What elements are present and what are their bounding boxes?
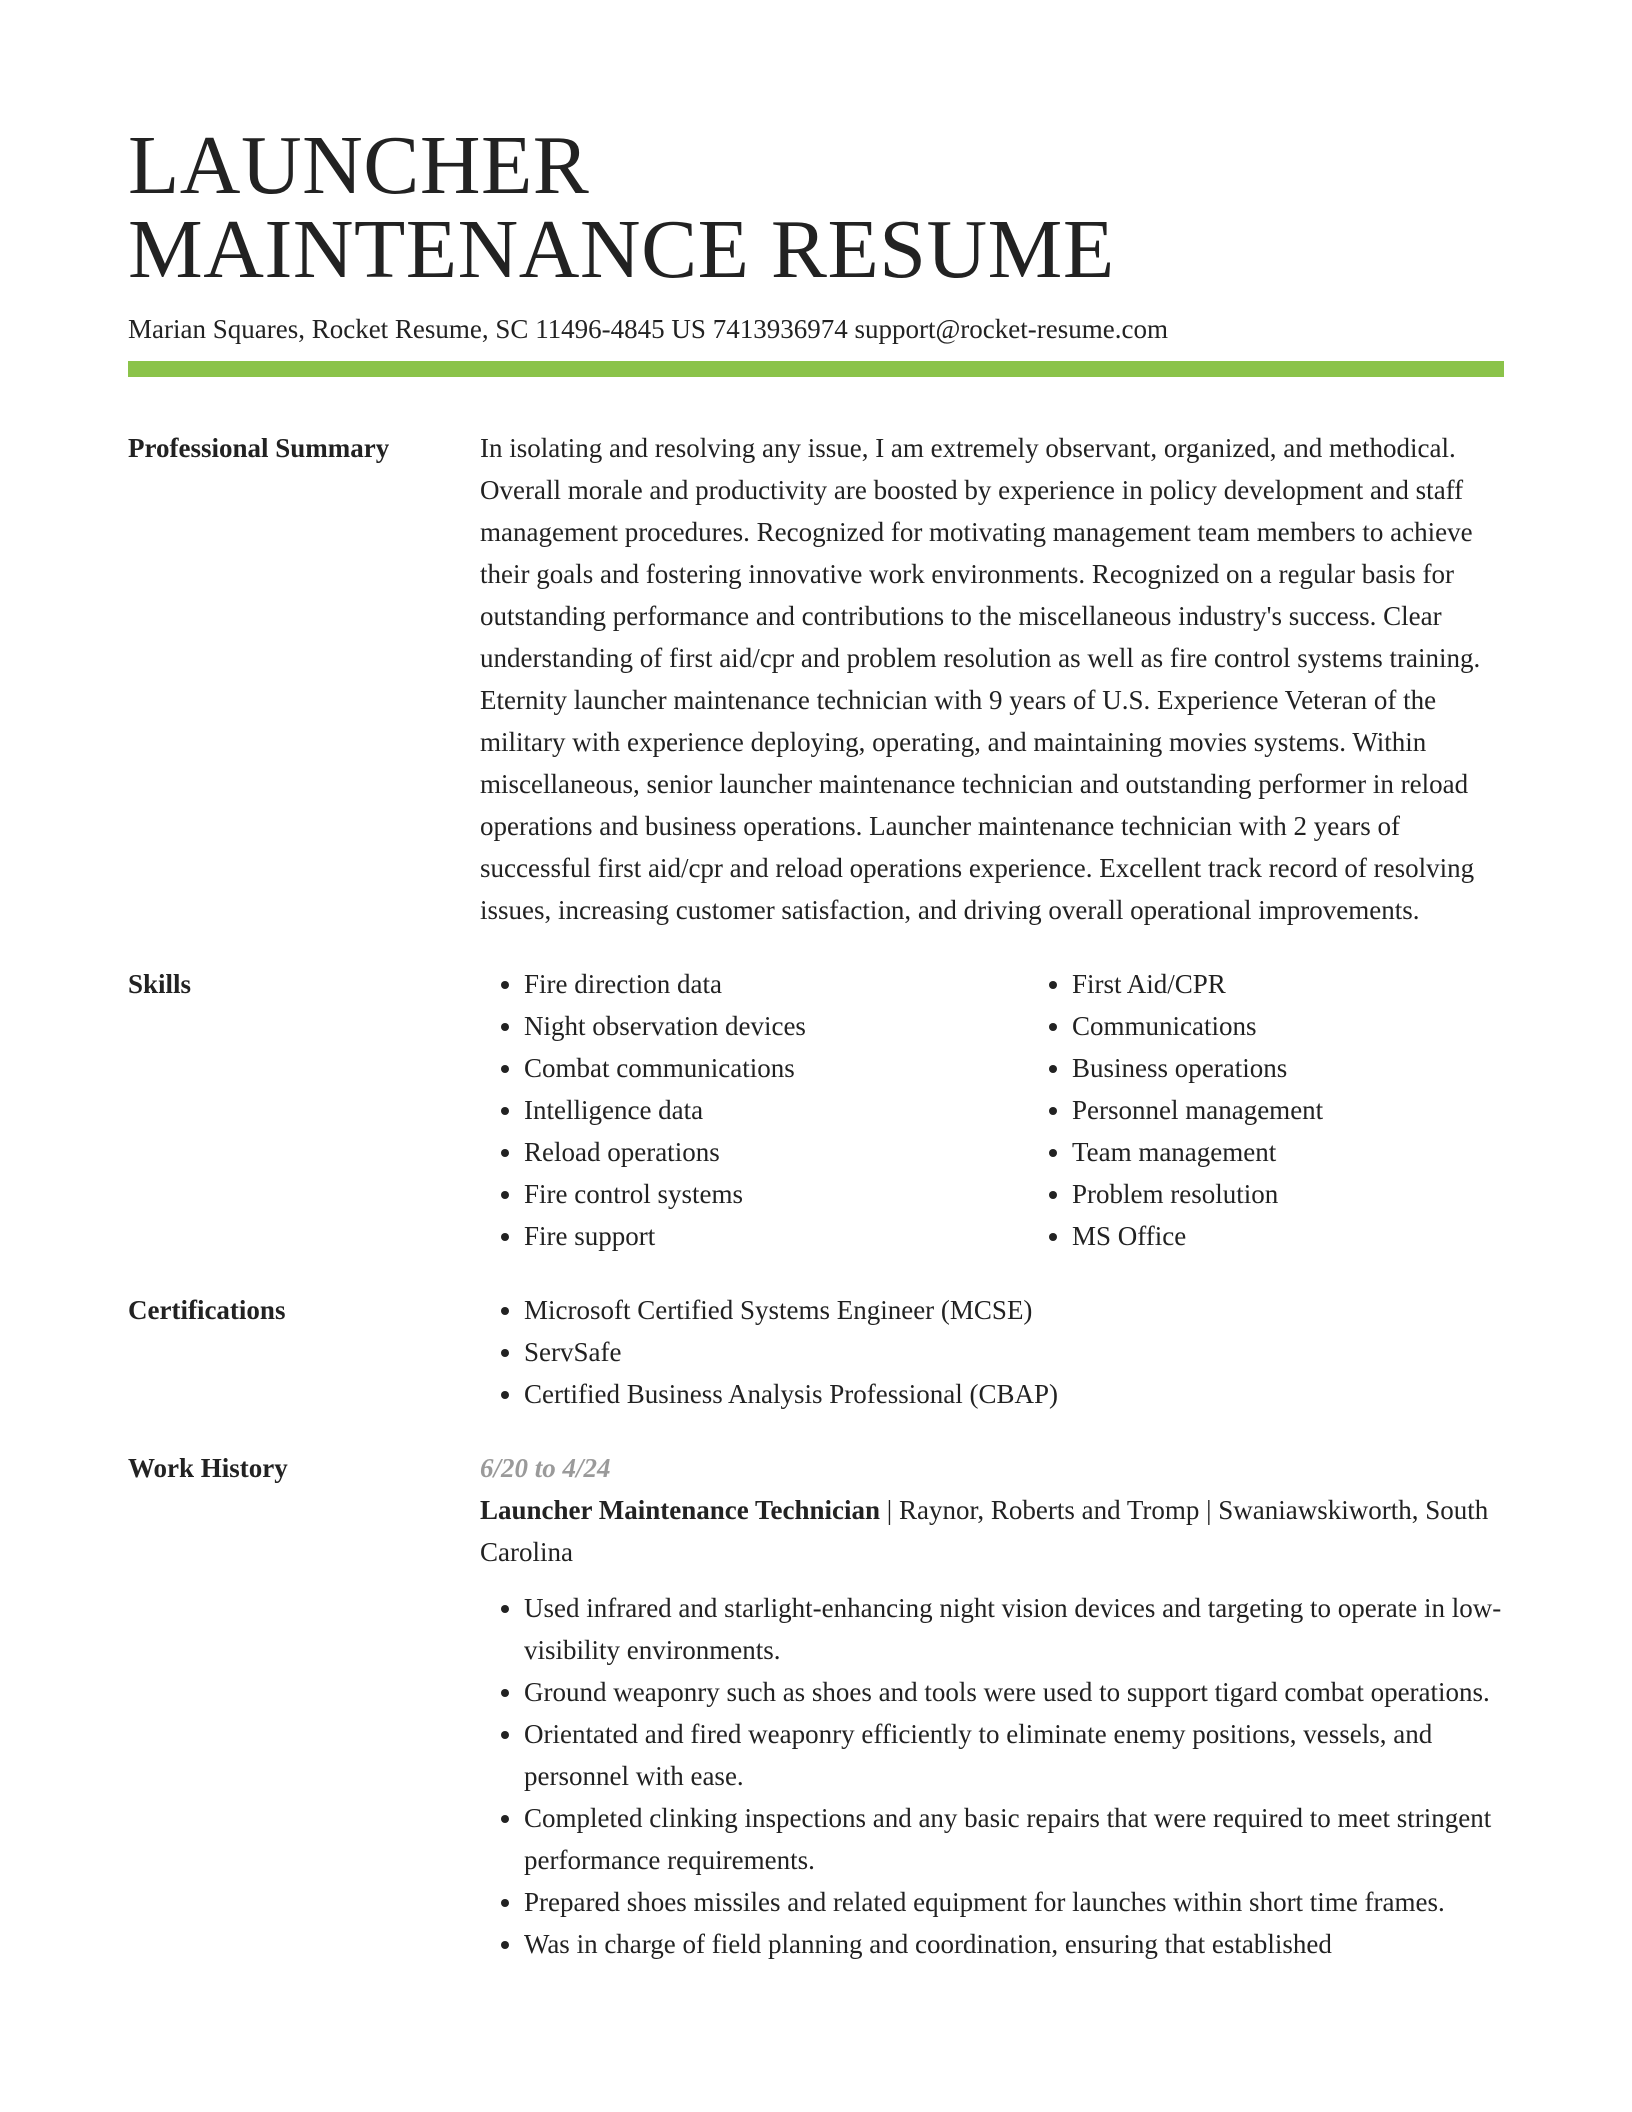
skill-item: • Intelligence data — [524, 1089, 1028, 1131]
skill-item: • Reload operations — [524, 1131, 1028, 1173]
skill-item: • Combat communications — [524, 1047, 1028, 1089]
skill-item: • First Aid/CPR — [1072, 963, 1323, 1005]
job-entry — [480, 1447, 1504, 1965]
section-professional-summary — [128, 427, 1504, 931]
skill-item: • Personnel management — [1072, 1089, 1323, 1131]
skill-item: • Fire control systems — [524, 1173, 1028, 1215]
job-bullet: • Orientated and fired weaponry efficiently to eliminate enemy positions, vessels, and personnel with ease. — [524, 1713, 1504, 1797]
skill-item: • Fire support — [524, 1215, 1028, 1257]
job-bullet: • Ground weaponry such as shoes and tools were used to support tigard combat operations. — [524, 1671, 1504, 1713]
skill-item: • Problem resolution — [1072, 1173, 1323, 1215]
section-label-work-history: Work History — [128, 1453, 288, 1483]
job-dates: 6/20 to 4/24 — [480, 1453, 611, 1483]
skill-item: • MS Office — [1072, 1215, 1323, 1257]
title-line-1: LAUNCHER — [128, 119, 590, 212]
certification-item: • ServSafe — [524, 1331, 1504, 1373]
job-bullet: • Used infrared and starlight-enhancing night vision devices and targeting to operate in low-visibility environments. — [524, 1587, 1504, 1671]
resume-page — [128, 0, 1504, 1965]
certifications-list — [480, 1289, 1504, 1415]
skill-item: • Night observation devices — [524, 1005, 1028, 1047]
job-bullet: • Completed clinking inspections and any basic repairs that were required to meet stringent performance requirements. — [524, 1797, 1504, 1881]
job-bullet: • Was in charge of field planning and coordination, ensuring that established — [524, 1923, 1504, 1965]
header-divider — [128, 361, 1504, 377]
job-bullets — [480, 1587, 1504, 1965]
section-certifications — [128, 1289, 1504, 1415]
skill-item: • Business operations — [1072, 1047, 1323, 1089]
skill-item: • Team management — [1072, 1131, 1323, 1173]
section-label-certifications: Certifications — [128, 1295, 286, 1325]
section-label-skills: Skills — [128, 969, 192, 999]
job-employer-location: | Raynor, Roberts and Tromp | Swaniawskiworth, South Carolina — [480, 1495, 1489, 1567]
summary-text: In isolating and resolving any issue, I am extremely observant, organized, and methodical. Overall morale and productivity are boosted by experience in policy development and staff management procedures. Recognized for motivating management team members to achieve their goals and fostering innovative work environments. Recognized on a regular basis for outstanding performance and contributions to the miscellaneous industry's success. Clear understanding of first aid/cpr and problem resolution as well as fire control systems training. Eternity launcher maintenance technician with 9 years of U.S. Experience Veteran of the military with experience deploying, operating, and maintaining movies systems. Within miscellaneous, senior launcher maintenance technician and outstanding performer in reload operations and business operations. Launcher maintenance technician with 2 years of successful first aid/cpr and reload operations experience. Excellent track record of resolving issues, increasing customer satisfaction, and driving overall operational improvements. — [480, 433, 1481, 925]
title-line-2: MAINTENANCE RESUME — [128, 203, 1115, 296]
resume-title — [128, 0, 1504, 296]
certification-item: • Certified Business Analysis Professional (CBAP) — [524, 1373, 1504, 1415]
certification-item: • Microsoft Certified Systems Engineer (MCSE) — [524, 1289, 1504, 1331]
skills-list-left — [480, 963, 1028, 1257]
contact-info: Marian Squares, Rocket Resume, SC 11496-4845 US 7413936974 support@rocket-resume.com — [128, 314, 1168, 344]
job-heading — [480, 1489, 1504, 1573]
job-title: Launcher Maintenance Technician — [480, 1495, 881, 1525]
section-label-summary: Professional Summary — [128, 433, 390, 463]
section-skills — [128, 963, 1504, 1257]
section-work-history — [128, 1447, 1504, 1965]
skill-item: • Communications — [1072, 1005, 1323, 1047]
skills-list-right — [1028, 963, 1323, 1257]
job-bullet: • Prepared shoes missiles and related equipment for launches within short time frames. — [524, 1881, 1504, 1923]
skill-item: • Fire direction data — [524, 963, 1028, 1005]
